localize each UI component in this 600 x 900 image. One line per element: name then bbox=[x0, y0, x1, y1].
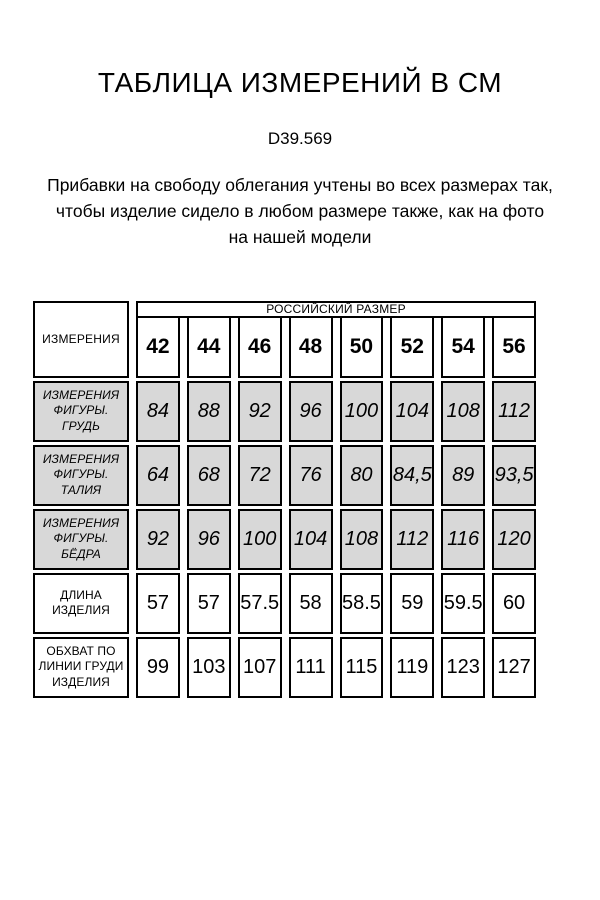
size-column-header: 46 bbox=[238, 318, 282, 378]
table-cell: 57.5 bbox=[238, 573, 282, 634]
table-cell: 68 bbox=[187, 445, 231, 506]
table-cell: 57 bbox=[136, 573, 180, 634]
table-cell: 58.5 bbox=[340, 573, 384, 634]
table-cell: 58 bbox=[289, 573, 333, 634]
row-label-item-chest-girth: ОБХВАТ ПО ЛИНИИ ГРУДИ ИЗДЕЛИЯ bbox=[33, 637, 129, 698]
table-cell: 108 bbox=[441, 381, 485, 442]
row-label-item-length: ДЛИНА ИЗДЕЛИЯ bbox=[33, 573, 129, 634]
table-cell: 100 bbox=[238, 509, 282, 570]
product-code: D39.569 bbox=[267, 128, 333, 148]
table-cell: 57 bbox=[187, 573, 231, 634]
size-column-header: 52 bbox=[390, 318, 434, 378]
table-cell: 115 bbox=[340, 637, 384, 698]
fit-note-line: на нашей модели bbox=[228, 226, 372, 247]
measurements-table bbox=[33, 301, 536, 698]
table-corner-header: ИЗМЕРЕНИЯ bbox=[33, 301, 129, 378]
table-cell: 92 bbox=[238, 381, 282, 442]
table-cell: 99 bbox=[136, 637, 180, 698]
table-cell: 120 bbox=[492, 509, 536, 570]
size-column-header: 42 bbox=[136, 318, 180, 378]
table-cell: 88 bbox=[187, 381, 231, 442]
size-column-header: 44 bbox=[187, 318, 231, 378]
table-cell: 93,5 bbox=[492, 445, 536, 506]
table-cell: 59 bbox=[390, 573, 434, 634]
fit-note-line: Прибавки на свободу облегания учтены во всех размерах так, bbox=[47, 174, 553, 195]
table-cell: 80 bbox=[340, 445, 384, 506]
table-cell: 104 bbox=[390, 381, 434, 442]
page-title: ТАБЛИЦА ИЗМЕРЕНИЙ В СМ bbox=[97, 67, 503, 98]
row-label-figure-waist: ИЗМЕРЕНИЯ ФИГУРЫ. ТАЛИЯ bbox=[33, 445, 129, 506]
table-cell: 89 bbox=[441, 445, 485, 506]
table-cell: 112 bbox=[390, 509, 434, 570]
table-cell: 76 bbox=[289, 445, 333, 506]
table-cell: 59.5 bbox=[441, 573, 485, 634]
table-cell: 92 bbox=[136, 509, 180, 570]
fit-note bbox=[0, 172, 600, 250]
size-column-header: 56 bbox=[492, 318, 536, 378]
table-cell: 64 bbox=[136, 445, 180, 506]
table-cell: 84 bbox=[136, 381, 180, 442]
size-column-header: 54 bbox=[441, 318, 485, 378]
row-label-figure-chest: ИЗМЕРЕНИЯ ФИГУРЫ. ГРУДЬ bbox=[33, 381, 129, 442]
row-label-figure-hips: ИЗМЕРЕНИЯ ФИГУРЫ. БЁДРА bbox=[33, 509, 129, 570]
table-cell: 123 bbox=[441, 637, 485, 698]
table-size-header-block bbox=[136, 301, 536, 378]
table-group-header: РОССИЙСКИЙ РАЗМЕР bbox=[136, 301, 536, 318]
table-cell: 60 bbox=[492, 573, 536, 634]
table-cell: 107 bbox=[238, 637, 282, 698]
table-cell: 96 bbox=[187, 509, 231, 570]
table-cell: 96 bbox=[289, 381, 333, 442]
size-column-header: 50 bbox=[340, 318, 384, 378]
table-cell: 104 bbox=[289, 509, 333, 570]
size-column-header: 48 bbox=[289, 318, 333, 378]
table-cell: 112 bbox=[492, 381, 536, 442]
table-cell: 84,5 bbox=[390, 445, 434, 506]
table-cell: 111 bbox=[289, 637, 333, 698]
fit-note-line: чтобы изделие сидело в любом размере также, как на фото bbox=[55, 200, 545, 221]
table-cell: 119 bbox=[390, 637, 434, 698]
table-cell: 108 bbox=[340, 509, 384, 570]
table-cell: 72 bbox=[238, 445, 282, 506]
table-cell: 103 bbox=[187, 637, 231, 698]
table-cell: 116 bbox=[441, 509, 485, 570]
table-cell: 127 bbox=[492, 637, 536, 698]
table-cell: 100 bbox=[340, 381, 384, 442]
